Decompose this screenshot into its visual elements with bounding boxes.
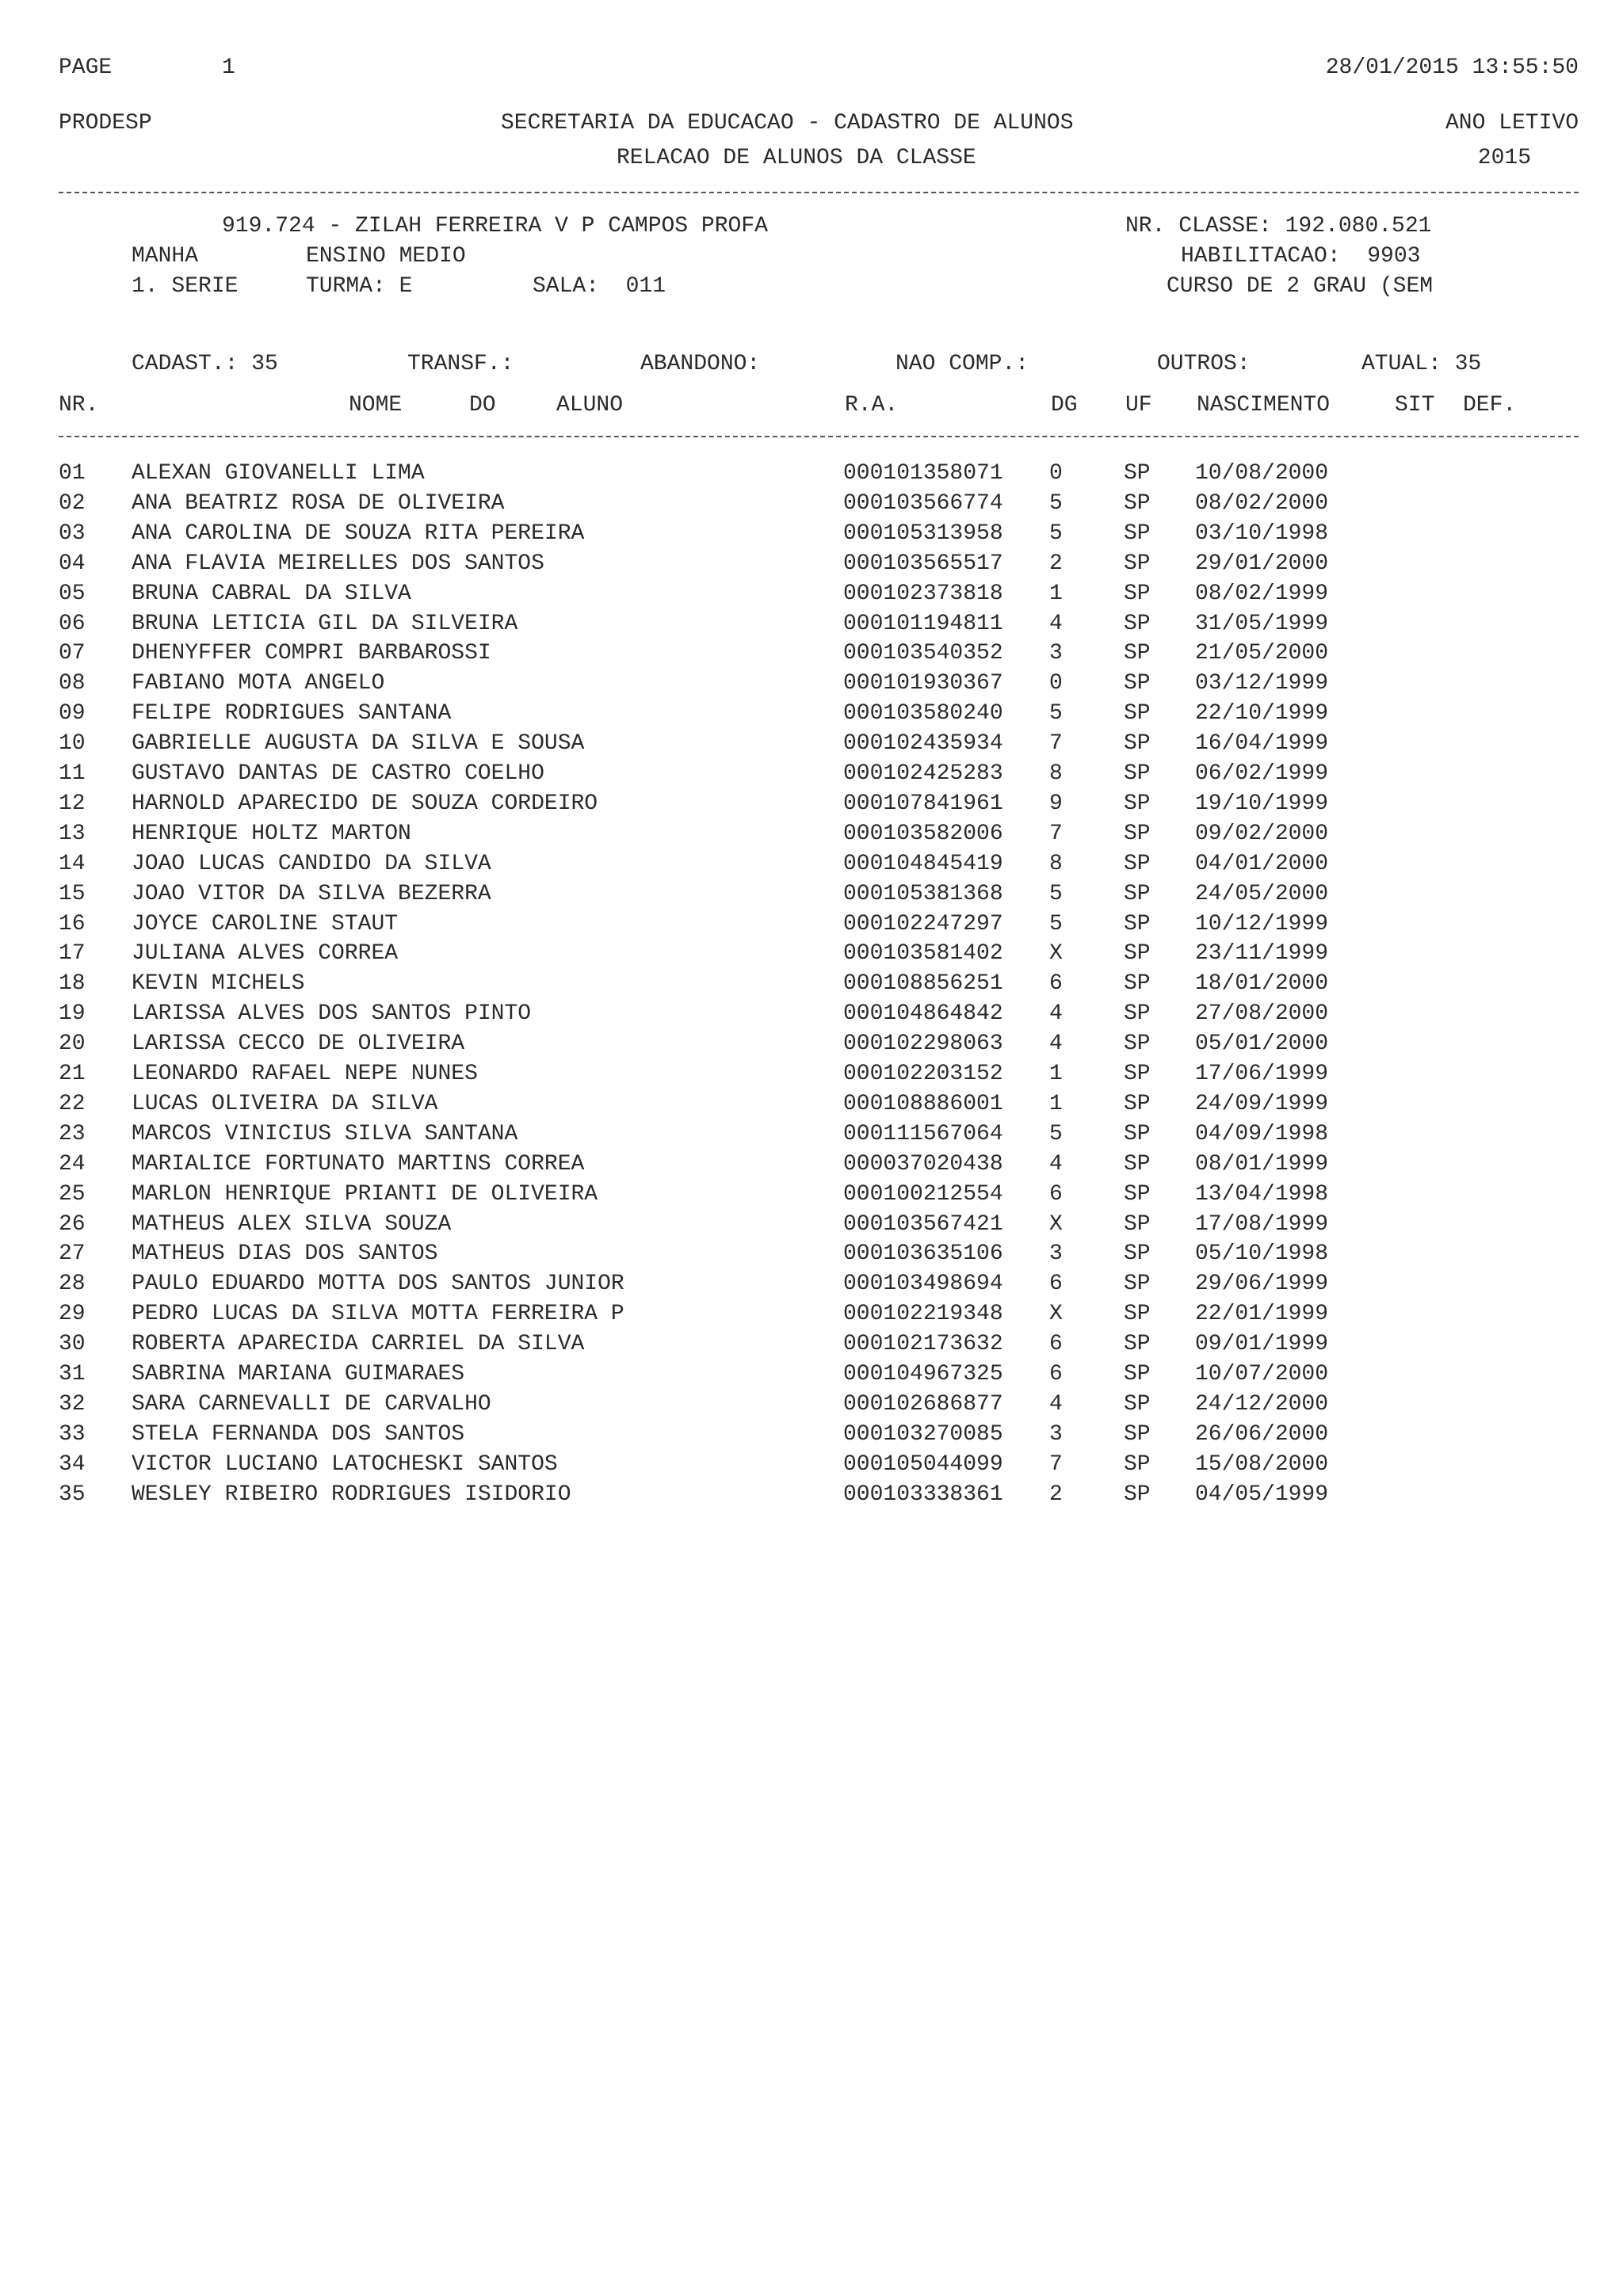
total-outros: OUTROS: (1157, 352, 1251, 376)
row-nr: 29 (59, 1302, 86, 1326)
row-ra: 000105381368 (843, 882, 1003, 906)
row-uf: SP (1124, 551, 1151, 576)
row-nome: ANA CAROLINA DE SOUZA RITA PEREIRA (132, 521, 585, 546)
row-uf: SP (1124, 521, 1151, 546)
total-transf: TRANSF.: (407, 352, 514, 376)
row-nr: 24 (59, 1152, 86, 1177)
row-nome: LUCAS OLIVEIRA DA SILVA (132, 1092, 438, 1116)
row-dg: 6 (1049, 1332, 1063, 1356)
row-nr: 03 (59, 521, 86, 546)
row-nr: 19 (59, 1001, 86, 1026)
row-nome: LARISSA CECCO DE OLIVEIRA (132, 1032, 465, 1056)
row-nr: 27 (59, 1241, 86, 1266)
row-uf: SP (1124, 1032, 1151, 1056)
row-ra: 000102219348 (843, 1302, 1003, 1326)
row-nr: 13 (59, 822, 86, 846)
row-nascimento: 22/10/1999 (1195, 701, 1329, 726)
row-nome: JULIANA ALVES CORREA (132, 941, 399, 966)
row-nascimento: 26/06/2000 (1195, 1422, 1329, 1447)
row-nr: 28 (59, 1272, 86, 1296)
row-uf: SP (1124, 822, 1151, 846)
row-dg: 6 (1049, 1272, 1063, 1296)
row-nascimento: 16/04/1999 (1195, 731, 1329, 756)
row-ra: 000103565517 (843, 551, 1003, 576)
row-dg: 7 (1049, 822, 1063, 846)
row-nr: 16 (59, 912, 86, 936)
row-ra: 000103270085 (843, 1422, 1003, 1447)
row-ra: 000103566774 (843, 491, 1003, 516)
row-uf: SP (1124, 461, 1151, 486)
row-nr: 07 (59, 641, 86, 666)
row-uf: SP (1124, 852, 1151, 876)
row-nr: 17 (59, 941, 86, 966)
row-dg: 1 (1049, 1062, 1063, 1086)
row-nome: JOAO VITOR DA SILVA BEZERRA (132, 882, 491, 906)
row-nascimento: 05/01/2000 (1195, 1032, 1329, 1056)
class-number: NR. CLASSE: 192.080.521 (1125, 214, 1432, 238)
row-dg: 7 (1049, 731, 1063, 756)
row-uf: SP (1124, 1452, 1151, 1477)
row-uf: SP (1124, 1062, 1151, 1086)
row-nascimento: 24/12/2000 (1195, 1392, 1329, 1417)
row-dg: 4 (1049, 1152, 1063, 1177)
row-uf: SP (1124, 1482, 1151, 1507)
row-nome: GUSTAVO DANTAS DE CASTRO COELHO (132, 761, 544, 786)
row-nome: GABRIELLE AUGUSTA DA SILVA E SOUSA (132, 731, 585, 756)
row-dg: 3 (1049, 1241, 1063, 1266)
row-ra: 000105044099 (843, 1452, 1003, 1477)
col-ra: R.A. (845, 393, 899, 418)
row-uf: SP (1124, 761, 1151, 786)
row-dg: 5 (1049, 1122, 1063, 1146)
row-nascimento: 27/08/2000 (1195, 1001, 1329, 1026)
row-nascimento: 03/10/1998 (1195, 521, 1329, 546)
col-nome: NOME (349, 393, 403, 418)
row-nr: 11 (59, 761, 86, 786)
row-nome: ROBERTA APARECIDA CARRIEL DA SILVA (132, 1332, 585, 1356)
row-dg: 6 (1049, 1362, 1063, 1386)
row-uf: SP (1124, 1422, 1151, 1447)
row-nascimento: 10/08/2000 (1195, 461, 1329, 486)
row-nascimento: 17/06/1999 (1195, 1062, 1329, 1086)
row-nome: LARISSA ALVES DOS SANTOS PINTO (132, 1001, 532, 1026)
row-nome: MARCOS VINICIUS SILVA SANTANA (132, 1122, 518, 1146)
row-nome: FABIANO MOTA ANGELO (132, 671, 385, 696)
row-dg: 5 (1049, 701, 1063, 726)
row-ra: 000104967325 (843, 1362, 1003, 1386)
row-dg: 5 (1049, 491, 1063, 516)
row-nr: 30 (59, 1332, 86, 1356)
row-nascimento: 08/02/2000 (1195, 491, 1329, 516)
timestamp: 28/01/2015 13:55:50 (1325, 55, 1579, 80)
row-nr: 04 (59, 551, 86, 576)
row-nascimento: 24/09/1999 (1195, 1092, 1329, 1116)
row-nome: DHENYFFER COMPRI BARBAROSSI (132, 641, 491, 666)
col-do: DO (469, 393, 496, 418)
row-nascimento: 04/09/1998 (1195, 1122, 1329, 1146)
page-number: 1 (222, 55, 235, 80)
row-nome: MARIALICE FORTUNATO MARTINS CORREA (132, 1152, 585, 1177)
row-ra: 000103635106 (843, 1241, 1003, 1266)
row-ra: 000101194811 (843, 612, 1003, 636)
row-uf: SP (1124, 971, 1151, 996)
divider-top (59, 192, 1579, 193)
col-nascimento: NASCIMENTO (1197, 393, 1331, 418)
row-uf: SP (1124, 882, 1151, 906)
row-uf: SP (1124, 912, 1151, 936)
row-nr: 31 (59, 1362, 86, 1386)
row-ra: 000102203152 (843, 1062, 1003, 1086)
row-nome: JOYCE CAROLINE STAUT (132, 912, 399, 936)
row-dg: 0 (1049, 671, 1063, 696)
row-nome: SABRINA MARIANA GUIMARAES (132, 1362, 465, 1386)
row-dg: 6 (1049, 1182, 1063, 1207)
habilitacao: HABILITACAO: 9903 (1181, 244, 1421, 269)
row-dg: 8 (1049, 852, 1063, 876)
row-nome: ANA FLAVIA MEIRELLES DOS SANTOS (132, 551, 544, 576)
row-nascimento: 05/10/1998 (1195, 1241, 1329, 1266)
row-dg: 1 (1049, 582, 1063, 606)
row-dg: X (1049, 941, 1063, 966)
divider-header (59, 436, 1579, 437)
row-dg: 9 (1049, 791, 1063, 816)
row-nr: 02 (59, 491, 86, 516)
row-nascimento: 09/01/1999 (1195, 1332, 1329, 1356)
col-aluno: ALUNO (556, 393, 624, 418)
period: MANHA (132, 244, 199, 269)
row-uf: SP (1124, 582, 1151, 606)
row-dg: 8 (1049, 761, 1063, 786)
curso: CURSO DE 2 GRAU (SEM (1167, 274, 1434, 299)
row-uf: SP (1124, 1152, 1151, 1177)
row-nascimento: 17/08/1999 (1195, 1212, 1329, 1237)
row-dg: X (1049, 1212, 1063, 1237)
col-uf: UF (1125, 393, 1152, 418)
row-uf: SP (1124, 701, 1151, 726)
row-nr: 05 (59, 582, 86, 606)
row-dg: 3 (1049, 1422, 1063, 1447)
col-nr: NR. (59, 393, 99, 418)
row-uf: SP (1124, 1122, 1151, 1146)
row-dg: 5 (1049, 521, 1063, 546)
row-dg: X (1049, 1302, 1063, 1326)
school-name: 919.724 - ZILAH FERREIRA V P CAMPOS PROFA (222, 214, 768, 238)
row-nr: 25 (59, 1182, 86, 1207)
row-ra: 000103582006 (843, 822, 1003, 846)
row-nascimento: 24/05/2000 (1195, 882, 1329, 906)
org-name: PRODESP (59, 111, 152, 135)
row-nr: 22 (59, 1092, 86, 1116)
row-nome: WESLEY RIBEIRO RODRIGUES ISIDORIO (132, 1482, 571, 1507)
row-uf: SP (1124, 791, 1151, 816)
row-ra: 000103581402 (843, 941, 1003, 966)
row-ra: 000107841961 (843, 791, 1003, 816)
row-nr: 20 (59, 1032, 86, 1056)
row-nome: SARA CARNEVALLI DE CARVALHO (132, 1392, 491, 1417)
row-dg: 5 (1049, 882, 1063, 906)
row-ra: 000103540352 (843, 641, 1003, 666)
row-nr: 23 (59, 1122, 86, 1146)
turma: TURMA: E (306, 274, 413, 299)
row-nome: BRUNA LETICIA GIL DA SILVEIRA (132, 612, 518, 636)
row-ra: 000103567421 (843, 1212, 1003, 1237)
row-ra: 000102373818 (843, 582, 1003, 606)
row-ra: 000103580240 (843, 701, 1003, 726)
row-nr: 10 (59, 731, 86, 756)
row-dg: 1 (1049, 1092, 1063, 1116)
row-uf: SP (1124, 491, 1151, 516)
row-nr: 09 (59, 701, 86, 726)
row-nr: 12 (59, 791, 86, 816)
row-nome: FELIPE RODRIGUES SANTANA (132, 701, 452, 726)
row-nascimento: 13/04/1998 (1195, 1182, 1329, 1207)
col-dg: DG (1051, 393, 1078, 418)
row-nascimento: 10/12/1999 (1195, 912, 1329, 936)
row-nr: 15 (59, 882, 86, 906)
row-nome: JOAO LUCAS CANDIDO DA SILVA (132, 852, 491, 876)
row-ra: 000104864842 (843, 1001, 1003, 1026)
row-nascimento: 31/05/1999 (1195, 612, 1329, 636)
row-nascimento: 04/01/2000 (1195, 852, 1329, 876)
row-uf: SP (1124, 1332, 1151, 1356)
serie: 1. SERIE (132, 274, 239, 299)
row-ra: 000108856251 (843, 971, 1003, 996)
row-ra: 000100212554 (843, 1182, 1003, 1207)
row-nome: MATHEUS DIAS DOS SANTOS (132, 1241, 438, 1266)
total-abandono: ABANDONO: (640, 352, 761, 376)
row-nascimento: 19/10/1999 (1195, 791, 1329, 816)
level: ENSINO MEDIO (306, 244, 466, 269)
row-ra: 000101358071 (843, 461, 1003, 486)
row-dg: 2 (1049, 1482, 1063, 1507)
row-nr: 18 (59, 971, 86, 996)
total-atual: ATUAL: 35 (1361, 352, 1482, 376)
row-dg: 4 (1049, 612, 1063, 636)
row-nr: 21 (59, 1062, 86, 1086)
row-nome: STELA FERNANDA DOS SANTOS (132, 1422, 465, 1447)
report-title: SECRETARIA DA EDUCACAO - CADASTRO DE ALUNOS (501, 111, 1074, 135)
row-uf: SP (1124, 941, 1151, 966)
col-def: DEF. (1463, 393, 1517, 418)
row-dg: 0 (1049, 461, 1063, 486)
row-uf: SP (1124, 612, 1151, 636)
row-nome: KEVIN MICHELS (132, 971, 305, 996)
row-nr: 26 (59, 1212, 86, 1237)
row-uf: SP (1124, 1392, 1151, 1417)
row-uf: SP (1124, 1241, 1151, 1266)
row-nascimento: 08/01/1999 (1195, 1152, 1329, 1177)
row-ra: 000108886001 (843, 1092, 1003, 1116)
row-nome: ANA BEATRIZ ROSA DE OLIVEIRA (132, 491, 505, 516)
row-dg: 2 (1049, 551, 1063, 576)
row-uf: SP (1124, 641, 1151, 666)
row-nr: 14 (59, 852, 86, 876)
row-dg: 7 (1049, 1452, 1063, 1477)
row-ra: 000102298063 (843, 1032, 1003, 1056)
row-dg: 4 (1049, 1001, 1063, 1026)
row-uf: SP (1124, 1362, 1151, 1386)
row-ra: 000102686877 (843, 1392, 1003, 1417)
year-label: ANO LETIVO (1445, 111, 1579, 135)
row-uf: SP (1124, 1182, 1151, 1207)
row-ra: 000102173632 (843, 1332, 1003, 1356)
sala: SALA: 011 (533, 274, 666, 299)
row-nome: BRUNA CABRAL DA SILVA (132, 582, 411, 606)
row-ra: 000037020438 (843, 1152, 1003, 1177)
row-uf: SP (1124, 731, 1151, 756)
row-nascimento: 29/06/1999 (1195, 1272, 1329, 1296)
row-nascimento: 22/01/1999 (1195, 1302, 1329, 1326)
row-uf: SP (1124, 1212, 1151, 1237)
row-nome: ALEXAN GIOVANELLI LIMA (132, 461, 425, 486)
row-nr: 08 (59, 671, 86, 696)
row-ra: 000103498694 (843, 1272, 1003, 1296)
row-uf: SP (1124, 1302, 1151, 1326)
row-nr: 33 (59, 1422, 86, 1447)
row-ra: 000105313958 (843, 521, 1003, 546)
row-nome: MARLON HENRIQUE PRIANTI DE OLIVEIRA (132, 1182, 598, 1207)
total-cadast: CADAST.: 35 (132, 352, 278, 376)
row-nascimento: 04/05/1999 (1195, 1482, 1329, 1507)
row-ra: 000104845419 (843, 852, 1003, 876)
row-uf: SP (1124, 671, 1151, 696)
row-nascimento: 18/01/2000 (1195, 971, 1329, 996)
row-nascimento: 09/02/2000 (1195, 822, 1329, 846)
row-nascimento: 29/01/2000 (1195, 551, 1329, 576)
row-dg: 4 (1049, 1392, 1063, 1417)
row-nome: HENRIQUE HOLTZ MARTON (132, 822, 411, 846)
row-nascimento: 06/02/1999 (1195, 761, 1329, 786)
row-nome: MATHEUS ALEX SILVA SOUZA (132, 1212, 452, 1237)
row-nascimento: 03/12/1999 (1195, 671, 1329, 696)
row-uf: SP (1124, 1272, 1151, 1296)
row-uf: SP (1124, 1001, 1151, 1026)
row-nome: HARNOLD APARECIDO DE SOUZA CORDEIRO (132, 791, 598, 816)
row-nome: PAULO EDUARDO MOTTA DOS SANTOS JUNIOR (132, 1272, 624, 1296)
row-nome: LEONARDO RAFAEL NEPE NUNES (132, 1062, 478, 1086)
col-sit: SIT (1395, 393, 1435, 418)
row-nr: 34 (59, 1452, 86, 1477)
row-nome: PEDRO LUCAS DA SILVA MOTTA FERREIRA P (132, 1302, 624, 1326)
row-ra: 000102425283 (843, 761, 1003, 786)
total-nao-comp: NAO COMP.: (896, 352, 1029, 376)
row-ra: 000103338361 (843, 1482, 1003, 1507)
row-nascimento: 15/08/2000 (1195, 1452, 1329, 1477)
row-nome: VICTOR LUCIANO LATOCHESKI SANTOS (132, 1452, 558, 1477)
row-dg: 5 (1049, 912, 1063, 936)
row-ra: 000102435934 (843, 731, 1003, 756)
row-ra: 000102247297 (843, 912, 1003, 936)
row-nr: 32 (59, 1392, 86, 1417)
row-nascimento: 10/07/2000 (1195, 1362, 1329, 1386)
row-dg: 6 (1049, 971, 1063, 996)
row-nr: 06 (59, 612, 86, 636)
row-nr: 01 (59, 461, 86, 486)
row-dg: 3 (1049, 641, 1063, 666)
row-uf: SP (1124, 1092, 1151, 1116)
report-subtitle: RELACAO DE ALUNOS DA CLASSE (617, 146, 976, 170)
row-nascimento: 23/11/1999 (1195, 941, 1329, 966)
page-label: PAGE (59, 55, 113, 80)
row-nr: 35 (59, 1482, 86, 1507)
row-nascimento: 08/02/1999 (1195, 582, 1329, 606)
row-ra: 000101930367 (843, 671, 1003, 696)
row-dg: 4 (1049, 1032, 1063, 1056)
row-nascimento: 21/05/2000 (1195, 641, 1329, 666)
year-value: 2015 (1477, 146, 1531, 170)
row-ra: 000111567064 (843, 1122, 1003, 1146)
